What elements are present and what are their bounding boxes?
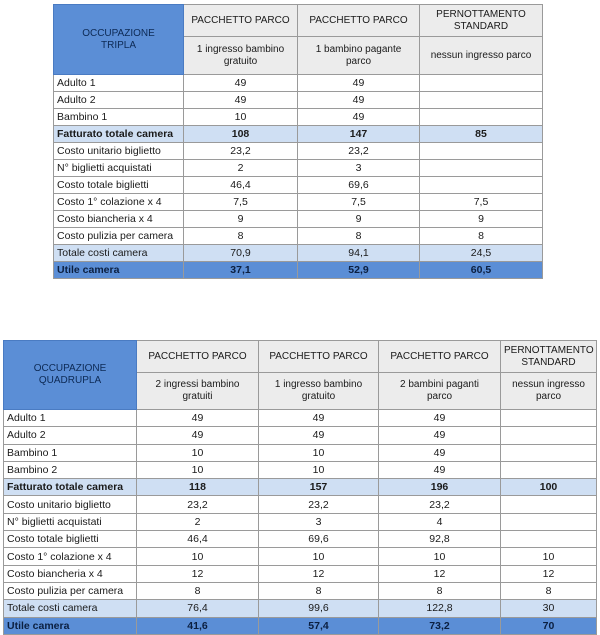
column-subtitle: 1 ingresso bambino gratuito: [259, 373, 379, 410]
cell-value: 23,2: [298, 143, 420, 160]
row-label: Utile camera: [54, 262, 184, 279]
table-row: [54, 126, 543, 143]
table-row: [54, 262, 543, 279]
cell-value: 73,2: [379, 617, 501, 634]
cell-value: 12: [137, 565, 259, 582]
cell-value: 10: [259, 461, 379, 478]
cell-value: 8: [298, 228, 420, 245]
cell-value: 49: [184, 92, 298, 109]
cell-value: 23,2: [259, 496, 379, 513]
cell-value: 10: [379, 548, 501, 565]
cell-value: 49: [259, 410, 379, 427]
cell-value: 9: [184, 211, 298, 228]
row-label: Totale costi camera: [4, 600, 137, 617]
column-subtitle: nessun ingresso parco: [501, 373, 597, 410]
cell-value: 49: [379, 410, 501, 427]
cell-value: 108: [184, 126, 298, 143]
row-label: Fatturato totale camera: [4, 479, 137, 496]
cell-value: 4: [379, 513, 501, 530]
row-label: Costo totale biglietti: [4, 531, 137, 548]
cell-value: 37,1: [184, 262, 298, 279]
cell-value: 41,6: [137, 617, 259, 634]
table-row: [4, 479, 597, 496]
column-subtitle: 2 bambini paganti parco: [379, 373, 501, 410]
cell-value: 147: [298, 126, 420, 143]
cell-value: [420, 75, 543, 92]
cell-value: 94,1: [298, 245, 420, 262]
table-occupazione-tripla: [53, 4, 543, 279]
cell-value: 85: [420, 126, 543, 143]
cell-value: 3: [259, 513, 379, 530]
row-label: Costo unitario biglietto: [54, 143, 184, 160]
cell-value: 92,8: [379, 531, 501, 548]
cell-value: 23,2: [184, 143, 298, 160]
table-row: [4, 600, 597, 617]
table-row: [54, 245, 543, 262]
row-label: Adulto 1: [4, 410, 137, 427]
table-row: [54, 143, 543, 160]
cell-value: 49: [184, 75, 298, 92]
table-row: [4, 513, 597, 530]
cell-value: [501, 444, 597, 461]
cell-value: 8: [420, 228, 543, 245]
cell-value: 12: [501, 565, 597, 582]
cell-value: [420, 109, 543, 126]
table-row: [54, 177, 543, 194]
cell-value: 99,6: [259, 600, 379, 617]
row-label: N° biglietti acquistati: [4, 513, 137, 530]
cell-value: 2: [184, 160, 298, 177]
cell-value: 12: [259, 565, 379, 582]
cell-value: 100: [501, 479, 597, 496]
row-label: Costo totale biglietti: [54, 177, 184, 194]
cell-value: 57,4: [259, 617, 379, 634]
cell-value: 118: [137, 479, 259, 496]
column-title: PACCHETTO PARCO: [137, 341, 259, 373]
column-title: PERNOTTAMENTO STANDARD: [420, 5, 543, 37]
row-label: Costo unitario biglietto: [4, 496, 137, 513]
row-label: Costo biancheria x 4: [54, 211, 184, 228]
row-label: Bambino 2: [4, 461, 137, 478]
column-title: PACCHETTO PARCO: [298, 5, 420, 37]
table-row: [4, 582, 597, 599]
cell-value: 49: [379, 461, 501, 478]
cell-value: 10: [501, 548, 597, 565]
table-row: [4, 461, 597, 478]
table-row: [54, 211, 543, 228]
row-label: Totale costi camera: [54, 245, 184, 262]
cell-value: 69,6: [298, 177, 420, 194]
corner-line-2: QUADRUPLA: [38, 375, 102, 386]
row-label: Fatturato totale camera: [54, 126, 184, 143]
cell-value: 49: [137, 427, 259, 444]
cell-value: 8: [184, 228, 298, 245]
row-label: Adulto 2: [4, 427, 137, 444]
corner-header: [4, 341, 137, 410]
cell-value: [501, 531, 597, 548]
cell-value: 49: [259, 427, 379, 444]
cell-value: [501, 496, 597, 513]
column-title: PACCHETTO PARCO: [379, 341, 501, 373]
column-subtitle: 2 ingressi bambino gratuiti: [137, 373, 259, 410]
cell-value: 157: [259, 479, 379, 496]
cell-value: 10: [259, 444, 379, 461]
cell-value: 8: [379, 582, 501, 599]
cell-value: 10: [184, 109, 298, 126]
column-subtitle: 1 ingresso bambino gratuito: [184, 37, 298, 75]
cell-value: [501, 410, 597, 427]
cell-value: [420, 92, 543, 109]
column-subtitle: 1 bambino pagante parco: [298, 37, 420, 75]
cell-value: [420, 160, 543, 177]
cell-value: 10: [137, 444, 259, 461]
cell-value: 46,4: [184, 177, 298, 194]
column-title: PACCHETTO PARCO: [184, 5, 298, 37]
table-row: [54, 75, 543, 92]
cell-value: 9: [298, 211, 420, 228]
table-row: [4, 427, 597, 444]
table-row: [4, 496, 597, 513]
row-label: N° biglietti acquistati: [54, 160, 184, 177]
cell-value: 10: [259, 548, 379, 565]
cell-value: 7,5: [420, 194, 543, 211]
cell-value: 9: [420, 211, 543, 228]
cell-value: 49: [298, 109, 420, 126]
cell-value: 46,4: [137, 531, 259, 548]
cell-value: 49: [379, 444, 501, 461]
row-label: Costo 1° colazione x 4: [54, 194, 184, 211]
cell-value: 7,5: [184, 194, 298, 211]
cell-value: 76,4: [137, 600, 259, 617]
cell-value: [420, 143, 543, 160]
table-row: [54, 228, 543, 245]
cell-value: 2: [137, 513, 259, 530]
cell-value: 3: [298, 160, 420, 177]
cell-value: 8: [501, 582, 597, 599]
table-row: [4, 565, 597, 582]
row-label: Costo biancheria x 4: [4, 565, 137, 582]
table-row: [4, 444, 597, 461]
table-row: [54, 92, 543, 109]
row-label: Utile camera: [4, 617, 137, 634]
row-label: Bambino 1: [4, 444, 137, 461]
row-label: Costo pulizia per camera: [54, 228, 184, 245]
cell-value: 49: [137, 410, 259, 427]
cell-value: 24,5: [420, 245, 543, 262]
cell-value: 49: [298, 92, 420, 109]
table-occupazione-quadrupla: [3, 340, 597, 635]
table-row: [54, 109, 543, 126]
cell-value: 8: [259, 582, 379, 599]
table-row: [54, 160, 543, 177]
corner-line-1: OCCUPAZIONE: [82, 27, 155, 39]
cell-value: 10: [137, 461, 259, 478]
corner-line-2: TRIPLA: [100, 39, 136, 51]
table-row: [54, 194, 543, 211]
table-row: [4, 617, 597, 634]
cell-value: 49: [298, 75, 420, 92]
table-row: [4, 410, 597, 427]
cell-value: 23,2: [379, 496, 501, 513]
column-title: PERNOTTAMENTO STANDARD: [501, 341, 597, 373]
cell-value: 10: [137, 548, 259, 565]
cell-value: 60,5: [420, 262, 543, 279]
cell-value: 122,8: [379, 600, 501, 617]
cell-value: 7,5: [298, 194, 420, 211]
row-label: Adulto 2: [54, 92, 184, 109]
row-label: Adulto 1: [54, 75, 184, 92]
cell-value: [501, 427, 597, 444]
row-label: Costo 1° colazione x 4: [4, 548, 137, 565]
cell-value: [501, 513, 597, 530]
corner-line-1: OCCUPAZIONE: [33, 363, 107, 374]
row-label: Bambino 1: [54, 109, 184, 126]
cell-value: 70: [501, 617, 597, 634]
cell-value: 23,2: [137, 496, 259, 513]
table-row: [4, 531, 597, 548]
cell-value: 196: [379, 479, 501, 496]
cell-value: 12: [379, 565, 501, 582]
cell-value: [501, 461, 597, 478]
row-label: Costo pulizia per camera: [4, 582, 137, 599]
table-row: [4, 548, 597, 565]
cell-value: 52,9: [298, 262, 420, 279]
cell-value: 8: [137, 582, 259, 599]
cell-value: 70,9: [184, 245, 298, 262]
column-subtitle: nessun ingresso parco: [420, 37, 543, 75]
column-title: PACCHETTO PARCO: [259, 341, 379, 373]
corner-header: [54, 5, 184, 75]
cell-value: 49: [379, 427, 501, 444]
cell-value: 30: [501, 600, 597, 617]
cell-value: 69,6: [259, 531, 379, 548]
cell-value: [420, 177, 543, 194]
